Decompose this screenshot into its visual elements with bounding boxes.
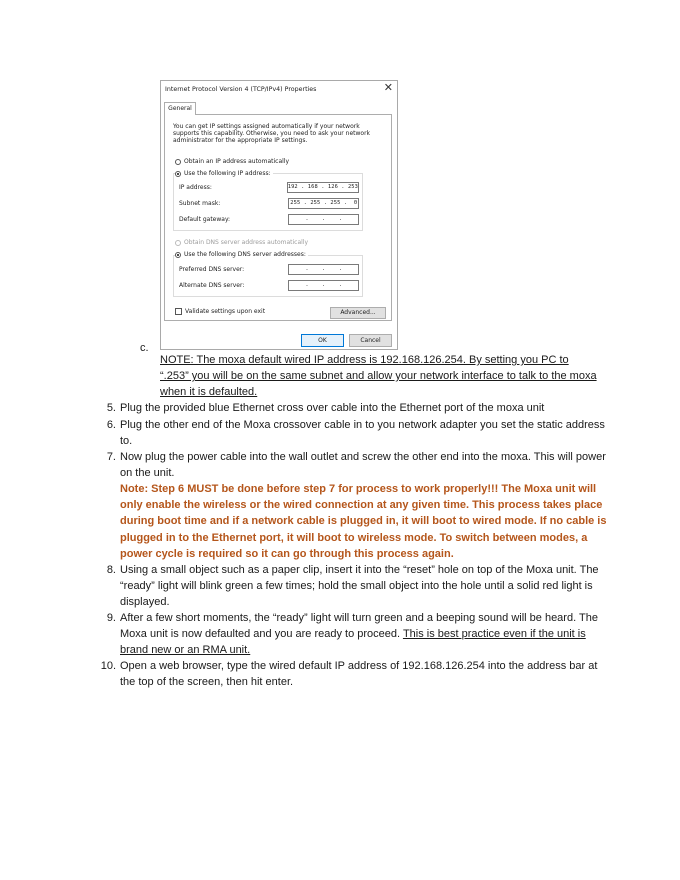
default-gateway-row bbox=[179, 214, 359, 225]
obtain-dns-auto-radio[interactable] bbox=[175, 240, 181, 246]
subnet-mask-row bbox=[179, 198, 359, 209]
note-paragraph: NOTE: The moxa default wired IP address is 192.168.126.254. By setting you PC to “.253” you will be on the same subnet and allow your network interface to talk to the moxa when it is defaulted. bbox=[160, 354, 597, 399]
ip-address-row bbox=[179, 182, 359, 193]
static-dns-group bbox=[173, 255, 363, 297]
ip-address-input[interactable]: 192 . 168 . 126 . 253 bbox=[287, 182, 359, 193]
validate-settings-option[interactable] bbox=[175, 308, 265, 315]
obtain-dns-auto-label: Obtain DNS server address automatically bbox=[184, 239, 309, 246]
step-10 bbox=[100, 658, 608, 690]
preferred-dns-row bbox=[179, 264, 359, 275]
preferred-dns-label: Preferred DNS server: bbox=[179, 266, 245, 273]
preferred-dns-input[interactable]: . . . bbox=[288, 264, 359, 275]
validate-checkbox[interactable] bbox=[175, 308, 182, 315]
step-5 bbox=[106, 400, 608, 416]
step-text: Plug the other end of the Moxa crossover cable in to you network adapter you set the static address to. bbox=[120, 419, 605, 448]
general-tab-panel bbox=[164, 114, 392, 321]
step-number: 5. bbox=[106, 402, 116, 414]
step-text: After a few short moments, the “ready” light will turn green and a beeping sound will be heard. The Moxa unit is now defaulted and you are ready to proceed. bbox=[120, 612, 598, 641]
step-text: Using a small object such as a paper clip, insert it into the “reset” hole on top of the Moxa unit. The “ready” light will blink green a few times; hold the small object into the hole until a solid red light is displayed. bbox=[120, 564, 599, 609]
subnet-mask-input[interactable]: 255 . 255 . 255 . 0 bbox=[288, 198, 359, 209]
step-number: 9. bbox=[106, 612, 116, 624]
close-icon[interactable]: ✕ bbox=[383, 81, 393, 94]
use-following-dns-option[interactable] bbox=[175, 251, 308, 258]
use-following-ip-radio[interactable] bbox=[175, 171, 181, 177]
step-number: 8. bbox=[106, 564, 116, 576]
step-text: Open a web browser, type the wired default IP address of 192.168.126.254 into the address bar at the top of the screen, then hit enter. bbox=[120, 660, 598, 689]
default-gateway-label: Default gateway: bbox=[179, 216, 231, 223]
validate-label: Validate settings upon exit bbox=[185, 308, 266, 315]
obtain-dns-auto-option[interactable] bbox=[175, 239, 308, 246]
step-6 bbox=[106, 417, 608, 449]
step-number: 7. bbox=[106, 451, 116, 463]
use-following-ip-option[interactable] bbox=[175, 170, 273, 177]
ip-address-label: IP address: bbox=[179, 184, 212, 191]
ok-button[interactable]: OK bbox=[301, 334, 344, 347]
step-number: 6. bbox=[106, 419, 116, 431]
static-ip-group bbox=[173, 173, 363, 231]
subnet-mask-label: Subnet mask: bbox=[179, 200, 221, 207]
tcpipv4-properties-dialog bbox=[160, 80, 398, 350]
use-following-ip-label: Use the following IP address: bbox=[184, 170, 271, 177]
use-following-dns-label: Use the following DNS server addresses: bbox=[184, 251, 306, 258]
obtain-ip-auto-radio[interactable] bbox=[175, 159, 181, 165]
list-marker-c: c. bbox=[140, 342, 149, 354]
step-8 bbox=[106, 562, 608, 611]
dialog-title: Internet Protocol Version 4 (TCP/IPv4) Properties bbox=[165, 86, 317, 93]
step-7-warning: Note: Step 6 MUST be done before step 7 for process to work properly!!! The Moxa unit will only enable the wireless or the wired connection at any given time. This process takes place during boot time and if a network cable is plugged in, it will boot to wired mode. If no cable is plugged in to the Ethernet port, it will boot to wireless mode. To switch between modes, a power cycle is required so it can go through this process again. bbox=[120, 483, 607, 560]
step-9-emphasis: This is best practice even if the unit is brand new or an RMA unit. bbox=[120, 628, 586, 657]
advanced-button[interactable]: Advanced... bbox=[330, 307, 386, 319]
cancel-button[interactable]: Cancel bbox=[349, 334, 392, 347]
alternate-dns-input[interactable]: . . . bbox=[288, 280, 359, 291]
default-gateway-input[interactable]: . . . bbox=[288, 214, 359, 225]
step-7 bbox=[106, 449, 608, 481]
alternate-dns-row bbox=[179, 280, 359, 291]
use-following-dns-radio[interactable] bbox=[175, 252, 181, 258]
intro-text: You can get IP settings assigned automatically if your network supports this capability. Otherwise, you need to ask your network administrator for the appropriate IP settings. bbox=[173, 123, 371, 144]
obtain-ip-auto-label: Obtain an IP address automatically bbox=[184, 158, 290, 165]
alternate-dns-label: Alternate DNS server: bbox=[179, 282, 245, 289]
step-text: Plug the provided blue Ethernet cross over cable into the Ethernet port of the moxa unit bbox=[120, 402, 545, 414]
step-number: 10. bbox=[100, 660, 116, 672]
step-text: Now plug the power cable into the wall outlet and screw the other end into the moxa. This will power on the unit. bbox=[120, 451, 606, 480]
obtain-ip-auto-option[interactable] bbox=[175, 158, 289, 165]
step-9 bbox=[106, 610, 608, 659]
tab-general[interactable]: General bbox=[164, 102, 196, 115]
